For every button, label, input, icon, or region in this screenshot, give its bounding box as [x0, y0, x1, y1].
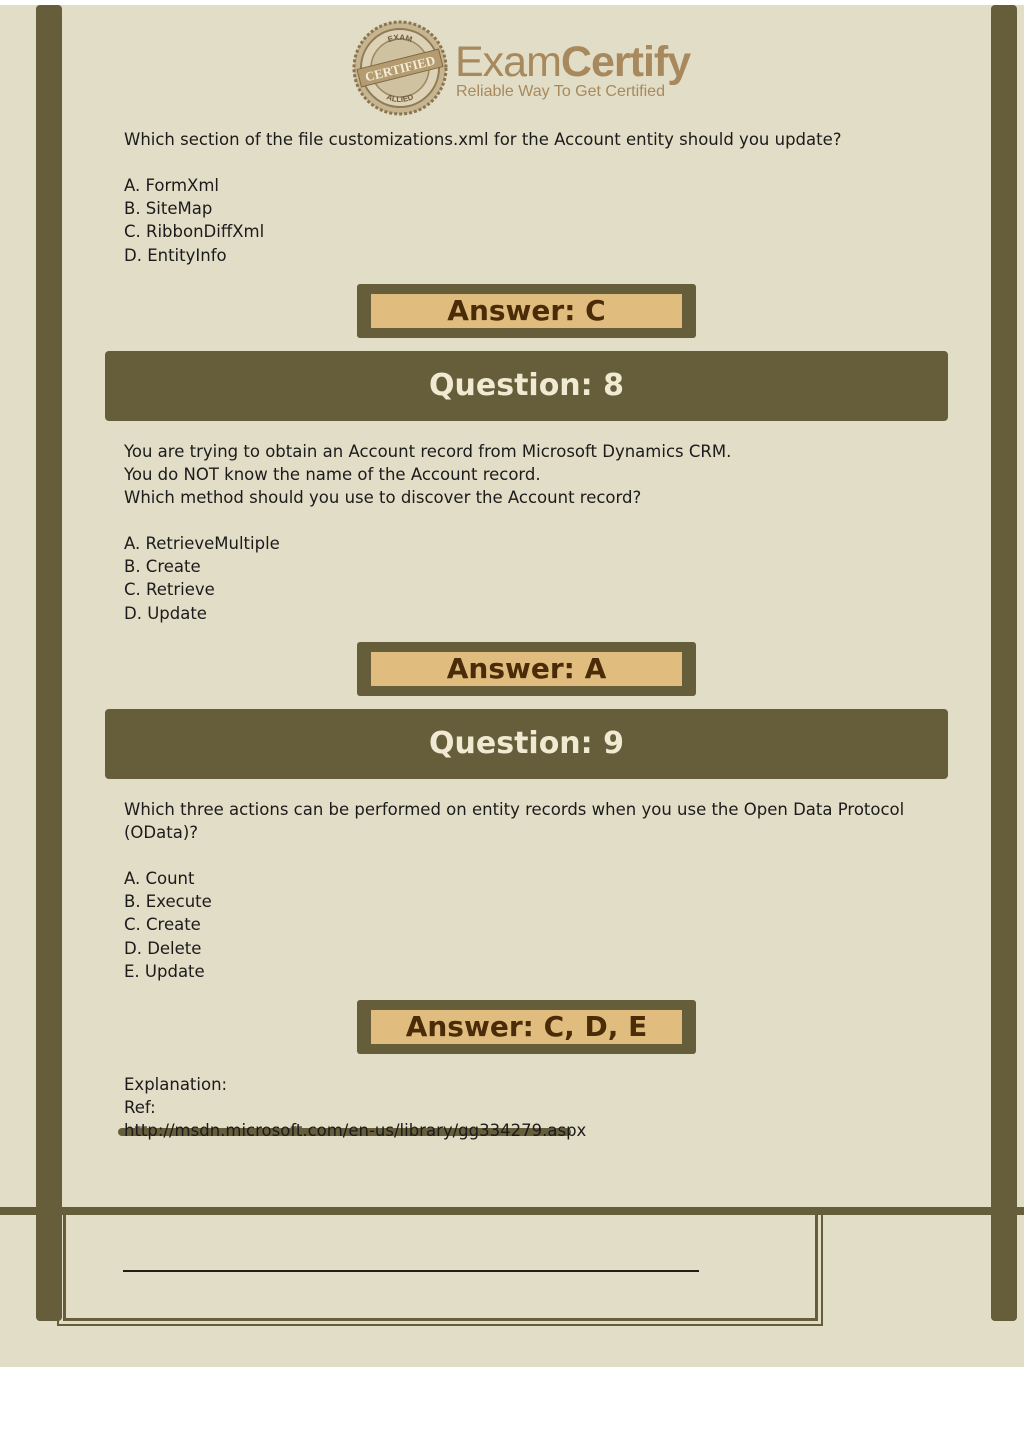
- option-item: B. Execute: [124, 892, 212, 912]
- option-item: D. Delete: [124, 938, 202, 958]
- answer-label: Answer: A: [371, 652, 682, 686]
- option-item: E. Update: [124, 961, 205, 981]
- answer-box-q9: [357, 1000, 696, 1054]
- question-8-header: Question: 8: [105, 351, 948, 421]
- option-item: D. EntityInfo: [124, 245, 227, 265]
- option-item: B. SiteMap: [124, 199, 213, 219]
- footer-rule-line: [123, 1270, 699, 1272]
- examcertify-logo: [352, 20, 702, 116]
- explanation-block: [124, 1073, 914, 1143]
- answer-label: Answer: C, D, E: [371, 1010, 682, 1044]
- svg-text:CERTIFIED: CERTIFIED: [363, 52, 437, 85]
- option-item: A. Count: [124, 869, 195, 888]
- answer-box-q7: [357, 284, 696, 338]
- left-frame-rail: [36, 5, 62, 1321]
- svg-text:EXAM: EXAM: [386, 32, 414, 45]
- question-8-text: [124, 440, 914, 510]
- option-item: D. Update: [124, 603, 207, 623]
- option-item: C. RibbonDiffXml: [124, 222, 265, 242]
- question-9-options: [124, 867, 914, 983]
- certified-seal-icon: [352, 20, 448, 116]
- footer-frame-inner: [63, 1211, 818, 1321]
- option-item: C. Create: [124, 915, 201, 935]
- right-frame-rail: [991, 5, 1017, 1321]
- reference-link[interactable]: http://msdn.microsoft.com/en-us/library/gg334279.aspx: [124, 1121, 587, 1141]
- option-item: C. Retrieve: [124, 580, 215, 600]
- question-line: Which section of the file customizations.xml for the Account entity should you update?: [124, 130, 842, 149]
- question-line: You do NOT know the name of the Account record.: [124, 465, 541, 485]
- explanation-label: Explanation:: [124, 1075, 228, 1094]
- question-line: (OData)?: [124, 823, 199, 843]
- answer-label: Answer: C: [371, 294, 682, 328]
- ref-label: Ref:: [124, 1098, 156, 1118]
- question-9-text: [124, 798, 914, 844]
- question-line: Which method should you use to discover the Account record?: [124, 488, 642, 508]
- question-9-header: Question: 9: [105, 709, 948, 779]
- question-7-text: [124, 128, 914, 151]
- question-8-options: [124, 532, 914, 625]
- svg-text:ALLIED: ALLIED: [385, 92, 415, 105]
- option-item: A. RetrieveMultiple: [124, 534, 280, 553]
- option-item: A. FormXml: [124, 176, 220, 195]
- brand-tagline: Reliable Way To Get Certified: [456, 83, 665, 100]
- question-line: You are trying to obtain an Account record from Microsoft Dynamics CRM.: [124, 442, 732, 461]
- question-line: Which three actions can be performed on entity records when you use the Open Data Protocol: [124, 800, 905, 819]
- option-item: B. Create: [124, 557, 201, 577]
- answer-box-q8: [357, 642, 696, 696]
- brand-name: ExamCertify: [455, 38, 691, 86]
- question-7-options: [124, 174, 914, 267]
